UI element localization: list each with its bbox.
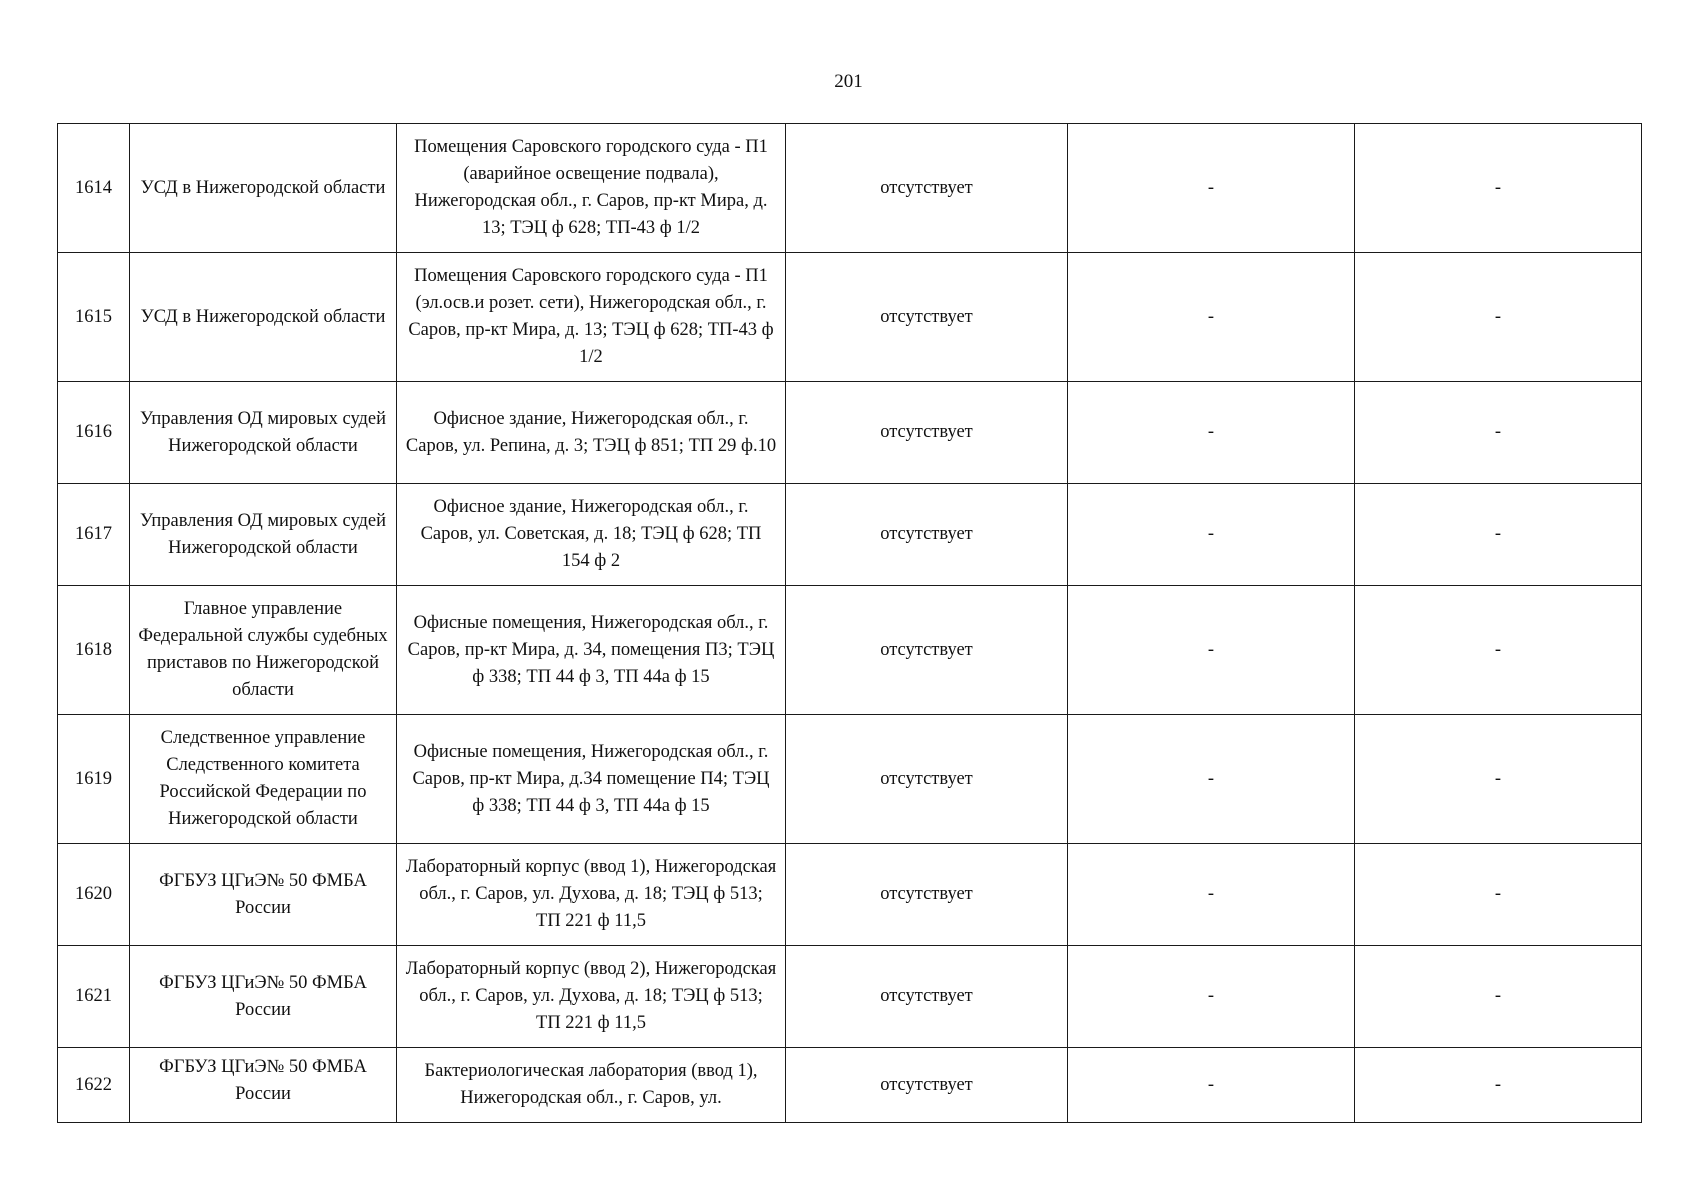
organization-cell: УСД в Нижегородской области (130, 124, 397, 253)
organization-cell: Управления ОД мировых судей Нижегородской области (130, 484, 397, 586)
status-cell: отсутствует (786, 946, 1068, 1048)
row-number-cell: 1620 (58, 844, 130, 946)
empty-value-cell: - (1068, 946, 1355, 1048)
table-row (58, 715, 1642, 844)
address-cell: Офисное здание, Нижегородская обл., г. Саров, ул. Советская, д. 18; ТЭЦ ф 628; ТП 154 ф 2 (397, 484, 786, 586)
empty-value-cell: - (1355, 844, 1642, 946)
row-number-cell: 1618 (58, 586, 130, 715)
address-cell: Помещения Саровского городского суда - П1 (аварийное освещение подвала), Нижегородская обл., г. Саров, пр-кт Мира, д. 13; ТЭЦ ф 628; ТП-43 ф 1/2 (397, 124, 786, 253)
organization-cell: Следственное управление Следственного комитета Российской Федерации по Нижегородской области (130, 715, 397, 844)
table-row (58, 1048, 1642, 1123)
row-number-cell: 1616 (58, 382, 130, 484)
empty-value-cell: - (1068, 124, 1355, 253)
organization-cell: УСД в Нижегородской области (130, 253, 397, 382)
address-cell: Лабораторный корпус (ввод 2), Нижегородская обл., г. Саров, ул. Духова, д. 18; ТЭЦ ф 513; ТП 221 ф 11,5 (397, 946, 786, 1048)
row-number-cell: 1622 (58, 1048, 130, 1123)
address-cell: Бактериологическая лаборатория (ввод 1), Нижегородская обл., г. Саров, ул. (397, 1048, 786, 1123)
row-number-cell: 1614 (58, 124, 130, 253)
table-row (58, 844, 1642, 946)
status-cell: отсутствует (786, 586, 1068, 715)
empty-value-cell: - (1068, 844, 1355, 946)
empty-value-cell: - (1355, 715, 1642, 844)
status-cell: отсутствует (786, 382, 1068, 484)
row-number-cell: 1621 (58, 946, 130, 1048)
organization-cell: ФГБУЗ ЦГиЭ№ 50 ФМБА России (130, 1048, 397, 1123)
empty-value-cell: - (1355, 382, 1642, 484)
table-row (58, 484, 1642, 586)
organization-cell: ФГБУЗ ЦГиЭ№ 50 ФМБА России (130, 946, 397, 1048)
address-cell: Офисные помещения, Нижегородская обл., г. Саров, пр-кт Мира, д. 34, помещения П3; ТЭЦ ф 338; ТП 44 ф 3, ТП 44а ф 15 (397, 586, 786, 715)
address-cell: Офисное здание, Нижегородская обл., г. Саров, ул. Репина, д. 3; ТЭЦ ф 851; ТП 29 ф.10 (397, 382, 786, 484)
empty-value-cell: - (1068, 484, 1355, 586)
empty-value-cell: - (1355, 1048, 1642, 1123)
status-cell: отсутствует (786, 715, 1068, 844)
empty-value-cell: - (1355, 484, 1642, 586)
empty-value-cell: - (1068, 253, 1355, 382)
table-row (58, 124, 1642, 253)
empty-value-cell: - (1355, 124, 1642, 253)
status-cell: отсутствует (786, 124, 1068, 253)
organization-cell: ФГБУЗ ЦГиЭ№ 50 ФМБА России (130, 844, 397, 946)
empty-value-cell: - (1355, 586, 1642, 715)
address-cell: Офисные помещения, Нижегородская обл., г. Саров, пр-кт Мира, д.34 помещение П4; ТЭЦ ф 338; ТП 44 ф 3, ТП 44а ф 15 (397, 715, 786, 844)
table-row (58, 946, 1642, 1048)
table-row (58, 253, 1642, 382)
organization-cell: Главное управление Федеральной службы судебных приставов по Нижегородской области (130, 586, 397, 715)
status-cell: отсутствует (786, 484, 1068, 586)
row-number-cell: 1615 (58, 253, 130, 382)
organization-cell: Управления ОД мировых судей Нижегородской области (130, 382, 397, 484)
table-row (58, 382, 1642, 484)
empty-value-cell: - (1355, 253, 1642, 382)
page-number: 201 (834, 71, 863, 92)
empty-value-cell: - (1068, 586, 1355, 715)
empty-value-cell: - (1355, 946, 1642, 1048)
address-cell: Помещения Саровского городского суда - П1 (эл.осв.и розет. сети), Нижегородская обл., г. Саров, пр-кт Мира, д. 13; ТЭЦ ф 628; ТП-43 ф 1/2 (397, 253, 786, 382)
address-cell: Лабораторный корпус (ввод 1), Нижегородская обл., г. Саров, ул. Духова, д. 18; ТЭЦ ф 513; ТП 221 ф 11,5 (397, 844, 786, 946)
status-cell: отсутствует (786, 1048, 1068, 1123)
row-number-cell: 1617 (58, 484, 130, 586)
registry-table (57, 123, 1642, 1123)
row-number-cell: 1619 (58, 715, 130, 844)
empty-value-cell: - (1068, 715, 1355, 844)
status-cell: отсутствует (786, 844, 1068, 946)
status-cell: отсутствует (786, 253, 1068, 382)
empty-value-cell: - (1068, 382, 1355, 484)
empty-value-cell: - (1068, 1048, 1355, 1123)
table-row (58, 586, 1642, 715)
